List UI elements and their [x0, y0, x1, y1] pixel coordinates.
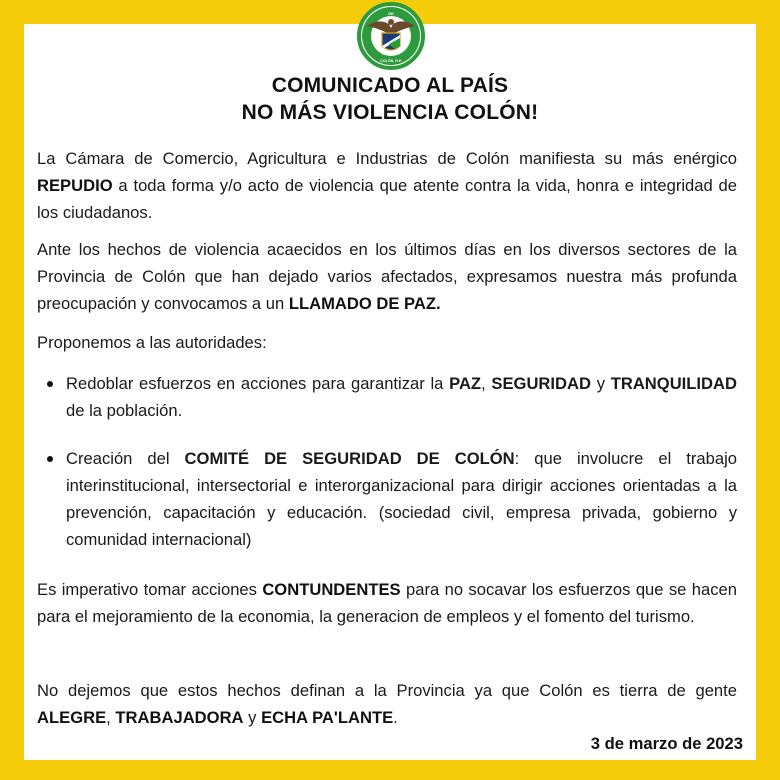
- chamber-logo: [357, 2, 425, 70]
- svg-text:COLÓN, R.P.: COLÓN, R.P.: [380, 59, 402, 63]
- proposal-2-text: Creación del COMITÉ DE SEGURIDAD DE COLÓN: que involucre el trabajo interinstitucional, intersectorial e interorganizacional para dirigir acciones orientadas a la prevención, capacitación y educación. (sociedad civil, empresa privada, gobierno y comunidad internacional): [66, 449, 737, 549]
- bullet-icon: [47, 381, 53, 387]
- list-item-proposal-1: [37, 370, 737, 424]
- proposal-list-2: [37, 445, 737, 553]
- paragraph-repudio: La Cámara de Comercio, Agricultura e Industrias de Colón manifiesta su más enérgico REPUDIO a toda forma y/o acto de violencia que atente contra la vida, honra e integridad de los ciudadanos.: [37, 149, 737, 222]
- title-line-2: NO MÁS VIOLENCIA COLÓN!: [241, 101, 539, 124]
- proposal-list: [37, 370, 737, 424]
- paragraph-closing: No dejemos que estos hechos definan a la Provincia ya que Colón es tierra de gente ALEGRE, TRABAJADORA y ECHA PA'LANTE.: [37, 681, 737, 727]
- svg-text:DE: DE: [388, 11, 394, 16]
- bullet-icon: [47, 456, 53, 462]
- title-line-1: COMUNICADO AL PAÍS: [271, 74, 509, 97]
- paragraph-contundentes: Es imperativo tomar acciones CONTUNDENTES para no socavar los esfuerzos que se hacen para el mejoramiento de la economia, la generacion de empleos y el fomento del turismo.: [37, 580, 737, 626]
- document-date: 3 de marzo de 2023: [590, 734, 743, 753]
- chamber-of-commerce-seal-icon: [361, 6, 421, 66]
- proposal-1-text: Redoblar esfuerzos en acciones para garantizar la PAZ, SEGURIDAD y TRANQUILIDAD de la población.: [66, 374, 737, 420]
- paragraph-llamado-paz: Ante los hechos de violencia acaecidos en los últimos días en los diversos sectores de la Provincia de Colón que han dejado varios afectados, expresamos nuestra más profunda preocupación y convocamos a un LLAMADO DE PAZ.: [37, 240, 737, 313]
- paragraph-proponemos: Proponemos a las autoridades:: [37, 333, 267, 352]
- list-item-proposal-2: [37, 445, 737, 553]
